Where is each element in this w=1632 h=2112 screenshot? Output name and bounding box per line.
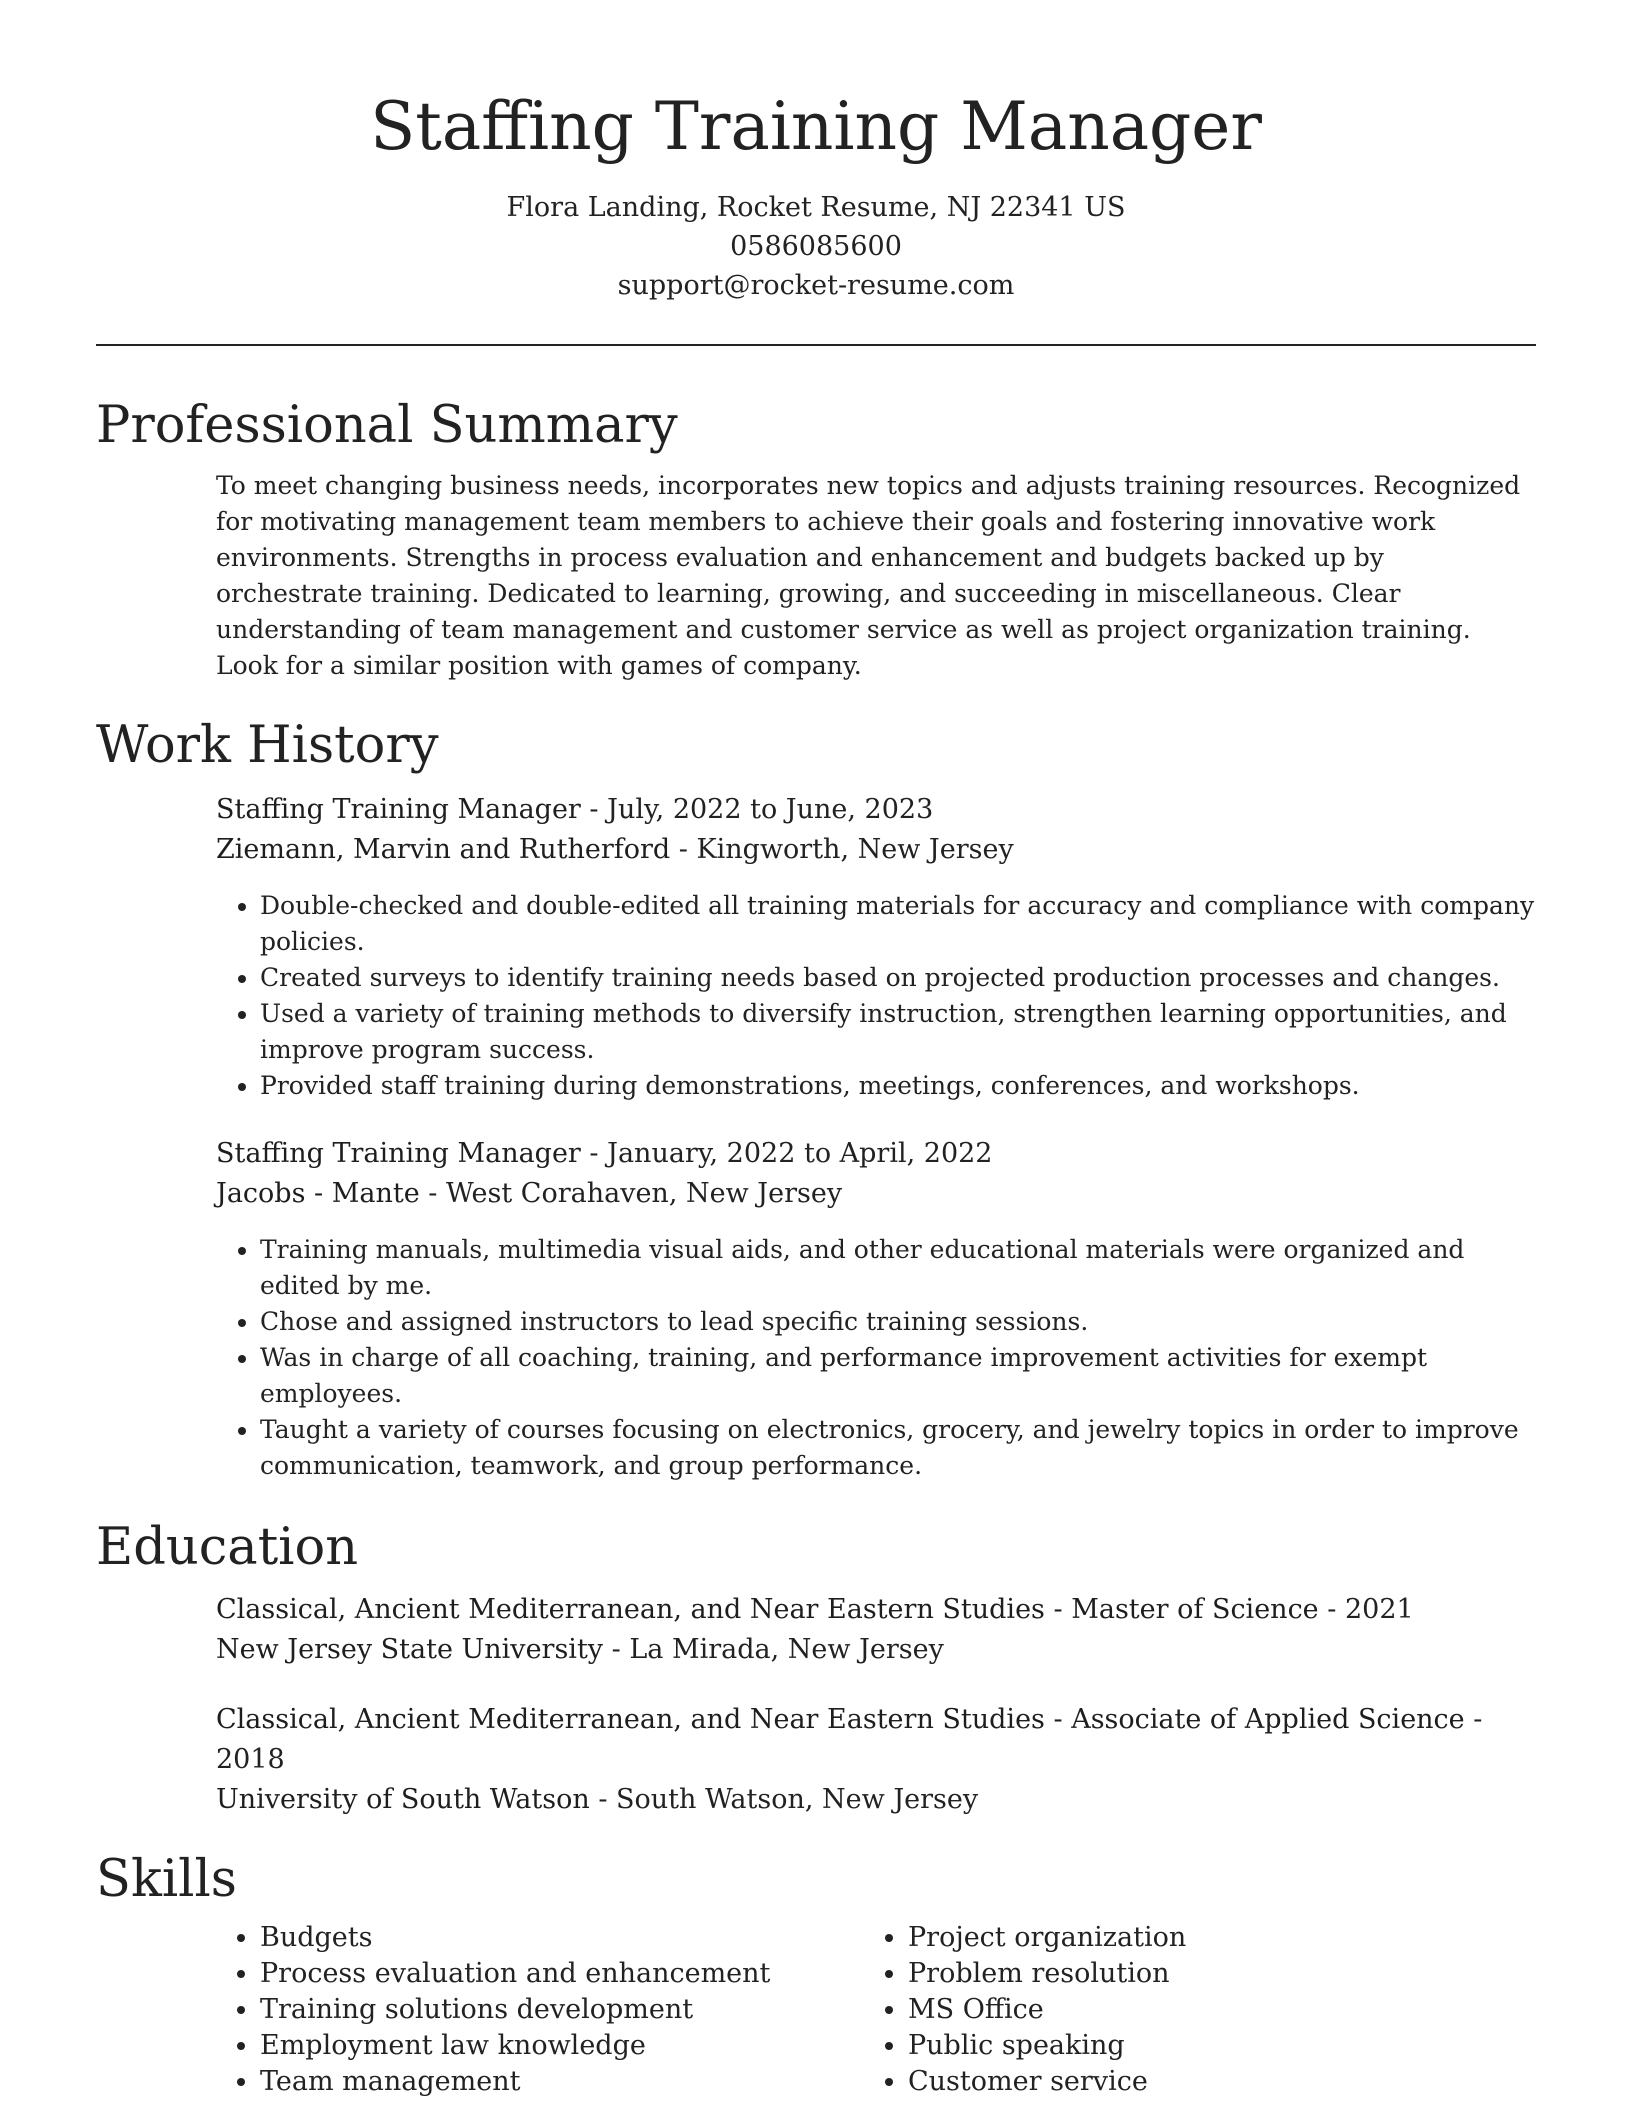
skill-item: • Project organization xyxy=(908,1920,1512,1956)
job-bullet: • Double-checked and double-edited all training materials for accuracy and compliance with company policies. xyxy=(260,888,1536,960)
job-location: - Kingworth, New Jersey xyxy=(670,834,1014,865)
education-field: Classical, Ancient Mediterranean, and Near Eastern Studies xyxy=(216,1704,1045,1735)
job-entry xyxy=(216,1134,1536,1484)
job-company-line xyxy=(216,1174,1536,1214)
job-company: Jacobs - Mante xyxy=(216,1178,420,1209)
education-section xyxy=(96,1516,1536,1820)
skill-item: • Team management xyxy=(260,2064,864,2100)
skill-item: • Employment law knowledge xyxy=(260,2028,864,2064)
education-body xyxy=(216,1590,1536,1820)
skills-section xyxy=(96,1848,1536,2100)
job-bullet: • Created surveys to identify training needs based on projected production processes and changes. xyxy=(260,960,1536,996)
summary-text: To meet changing business needs, incorporates new topics and adjusts training resources. Recognized for motivating management team members to achieve their goals and fostering innovative work environments. Strengths in process evaluation and enhancement and budgets backed up by orchestrate training. Dedicated to learning, growing, and succeeding in miscellaneous. Clear understanding of team management and customer service as well as project organization training. Look for a similar position with games of company. xyxy=(216,471,1521,680)
education-school: University of South Watson xyxy=(216,1784,590,1815)
skills-columns xyxy=(216,1920,1536,2100)
contact-address: Flora Landing, Rocket Resume, NJ 22341 US xyxy=(506,192,1126,223)
job-company-line xyxy=(216,830,1536,870)
job-bullets xyxy=(216,888,1536,1104)
job-bullet: • Provided staff training during demonstrations, meetings, conferences, and workshops. xyxy=(260,1068,1536,1104)
header-divider xyxy=(96,344,1536,346)
education-entry xyxy=(216,1700,1536,1820)
job-bullet: • Was in charge of all coaching, training, and performance improvement activities for exempt employees. xyxy=(260,1340,1536,1412)
education-entry xyxy=(216,1590,1536,1670)
education-school-line xyxy=(216,1630,1536,1670)
work-history-heading: Work History xyxy=(96,716,439,775)
skill-item: • Process evaluation and enhancement xyxy=(260,1956,864,1992)
skill-item: • Problem resolution xyxy=(908,1956,1512,1992)
education-degree: - Master of Science xyxy=(1044,1594,1319,1625)
education-year: - 2018 xyxy=(216,1704,1483,1775)
job-bullet: • Chose and assigned instructors to lead specific training sessions. xyxy=(260,1304,1536,1340)
education-heading: Education xyxy=(96,1518,359,1577)
job-company: Ziemann, Marvin and Rutherford xyxy=(216,834,671,865)
job-bullet: • Training manuals, multimedia visual aids, and other educational materials were organized and edited by me. xyxy=(260,1232,1536,1304)
summary-heading: Professional Summary xyxy=(96,396,678,455)
skill-item: • Budgets xyxy=(260,1920,864,1956)
skill-item: • Customer service xyxy=(908,2064,1512,2100)
work-history-body xyxy=(216,790,1536,1484)
summary-section xyxy=(96,394,1536,684)
skill-item: • Training solutions development xyxy=(260,1992,864,2028)
work-history-section xyxy=(96,714,1536,1484)
education-degree: - Associate of Applied Science xyxy=(1044,1704,1465,1735)
job-role: Staffing Training Manager xyxy=(216,1138,581,1169)
skill-item: • Public speaking xyxy=(908,2028,1512,2064)
education-field: Classical, Ancient Mediterranean, and Near Eastern Studies xyxy=(216,1594,1045,1625)
resume-title: Staffing Training Manager xyxy=(370,88,1262,165)
skills-list-left xyxy=(216,1920,864,2100)
contact-block xyxy=(96,188,1536,305)
skills-list-right xyxy=(864,1920,1512,2100)
resume-page xyxy=(96,0,1536,2100)
contact-email: support@rocket-resume.com xyxy=(617,270,1015,301)
education-year: - 2021 xyxy=(1318,1594,1414,1625)
job-role: Staffing Training Manager xyxy=(216,794,581,825)
job-title-line xyxy=(216,1134,1536,1174)
contact-phone: 0586085600 xyxy=(730,231,902,262)
job-dates: - January, 2022 to April, 2022 xyxy=(580,1138,993,1169)
job-location: - West Corahaven, New Jersey xyxy=(419,1178,843,1209)
skills-heading: Skills xyxy=(96,1850,237,1909)
education-location: - La Mirada, New Jersey xyxy=(603,1634,944,1665)
job-bullet: • Taught a variety of courses focusing on electronics, grocery, and jewelry topics in order to improve communication, teamwork, and group performance. xyxy=(260,1412,1536,1484)
job-bullets xyxy=(216,1232,1536,1484)
education-degree-line xyxy=(216,1700,1536,1780)
job-title-line xyxy=(216,790,1536,830)
job-bullet: • Used a variety of training methods to diversify instruction, strengthen learning opportunities, and improve program success. xyxy=(260,996,1536,1068)
education-degree-line xyxy=(216,1590,1536,1630)
education-school: New Jersey State University xyxy=(216,1634,604,1665)
education-location: - South Watson, New Jersey xyxy=(589,1784,979,1815)
skill-item: • MS Office xyxy=(908,1992,1512,2028)
education-school-line xyxy=(216,1780,1536,1820)
job-entry xyxy=(216,790,1536,1104)
job-dates: - July, 2022 to June, 2023 xyxy=(580,794,934,825)
